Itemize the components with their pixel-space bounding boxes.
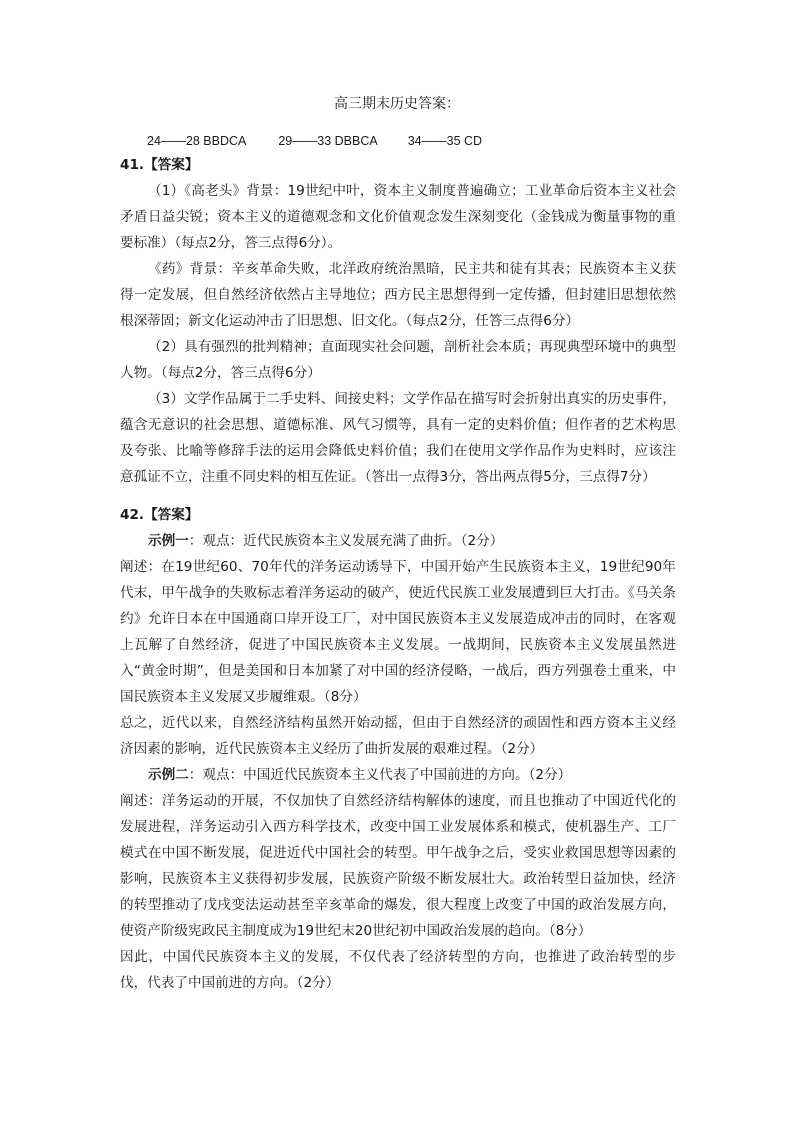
q42-example1-summary: 总之，近代以来，自然经济结构虽然开始动摇，但由于自然经济的顽固性和西方资本主义经济因素的影响，近代民族资本主义经历了曲折发展的艰难过程。（2分） [120,715,676,757]
q42-example2-view [120,762,676,788]
q41-part1: （1）《高老头》背景：19世纪中叶，资本主义制度普遍确立；工业革命后资本主义社会矛盾日益尖锐；资本主义的道德观念和文化价值观念发生深刻变化（金钱成为衡量事物的重要标准）（每点2分，答三点得6分）。 [120,183,676,251]
q41-part2: （2）具有强烈的批判精神；直面现实社会问题，剖析社会本质；再现典型环境中的典型人物。（每点2分，答三点得6分） [120,339,676,381]
q41-section [120,152,676,490]
multiple-choice-answers [147,131,482,151]
q42-example1-body: 阐述：在19世纪60、70年代的洋务运动诱导下，中国开始产生民族资本主义，19世纪90年代末，甲午战争的失败标志着洋务运动的破产，使近代民族工业发展遭到巨大打击。《马关条约》允许日本在中国通商口岸开设工厂，对中国民族资本主义发展造成冲击的同时，在客观上瓦解了自然经济，促进了中国民族资本主义发展。一战期间，民族资本主义发展虽然进入“黄金时期”，但是美国和日本加紧了对中国的经济侵略，一战后，西方列强卷土重来，中国民族资本主义发展又步履维艰。（8分） [120,559,676,705]
q42-example2-summary: 因此，中国代民族资本主义的发展，不仅代表了经济转型的方向，也推进了政治转型的步伐，代表了中国前进的方向。（2分） [120,949,676,991]
mc-group-3: 34——35 CD [407,134,483,148]
mc-group-2: 29——33 DBBCA [278,134,378,148]
page-title: 高三期末历史答案： [334,96,460,112]
q41-part3: （3）文学作品属于二手史料、间接史料；文学作品在描写时会折射出真实的历史事件，蕴含无意识的社会思想、道德标准、风气习惯等，具有一定的史料价值；但作者的艺术构思及夸张、比喻等修辞手法的运用会降低史料价值；我们在使用文学作品作为史料时，应该注意孤证不立，注重不同史料的相互佐证。（答出一点得3分，答出两点得5分，三点得7分） [120,391,676,485]
example2-viewpoint: ：观点：中国近代民族资本主义代表了中国前进的方向。（2分） [188,767,572,783]
q42-heading: 42.【答案】 [120,507,199,523]
q41-heading: 41.【答案】 [120,157,199,173]
example2-label: 示例二 [148,767,189,783]
q42-example1-view [120,528,676,554]
q41-part1-yao: 《药》背景：辛亥革命失败，北洋政府统治黑暗，民主共和徒有其表；民族资本主义获得一定发展，但自然经济依然占主导地位；西方民主思想得到一定传播，但封建旧思想依然根深蒂固；新文化运动冲击了旧思想、旧文化。（每点2分，任答三点得6分） [120,261,676,329]
example1-viewpoint: ：观点：近代民族资本主义发展充满了曲折。（2分） [188,533,504,549]
q42-example2-body: 阐述：洋务运动的开展，不仅加快了自然经济结构解体的速度，而且也推动了中国近代化的发展进程，洋务运动引入西方科学技术，改变中国工业发展体系和模式，使机器生产、工厂模式在中国不断发展，促进近代中国社会的转型。甲午战争之后，受实业救国思想等因素的影响，民族资本主义获得初步发展，民族资产阶级不断发展壮大。政治转型日益加快，经济的转型推动了戊戌变法运动甚至辛亥革命的爆发，很大程度上改变了中国的政治发展方向，使资产阶级宪政民主制度成为19世纪末20世纪初中国政治发展的趋向。（8分） [120,793,676,939]
mc-group-1: 24——28 BBDCA [147,134,247,148]
q42-section [120,502,676,996]
example1-label: 示例一 [148,533,189,549]
